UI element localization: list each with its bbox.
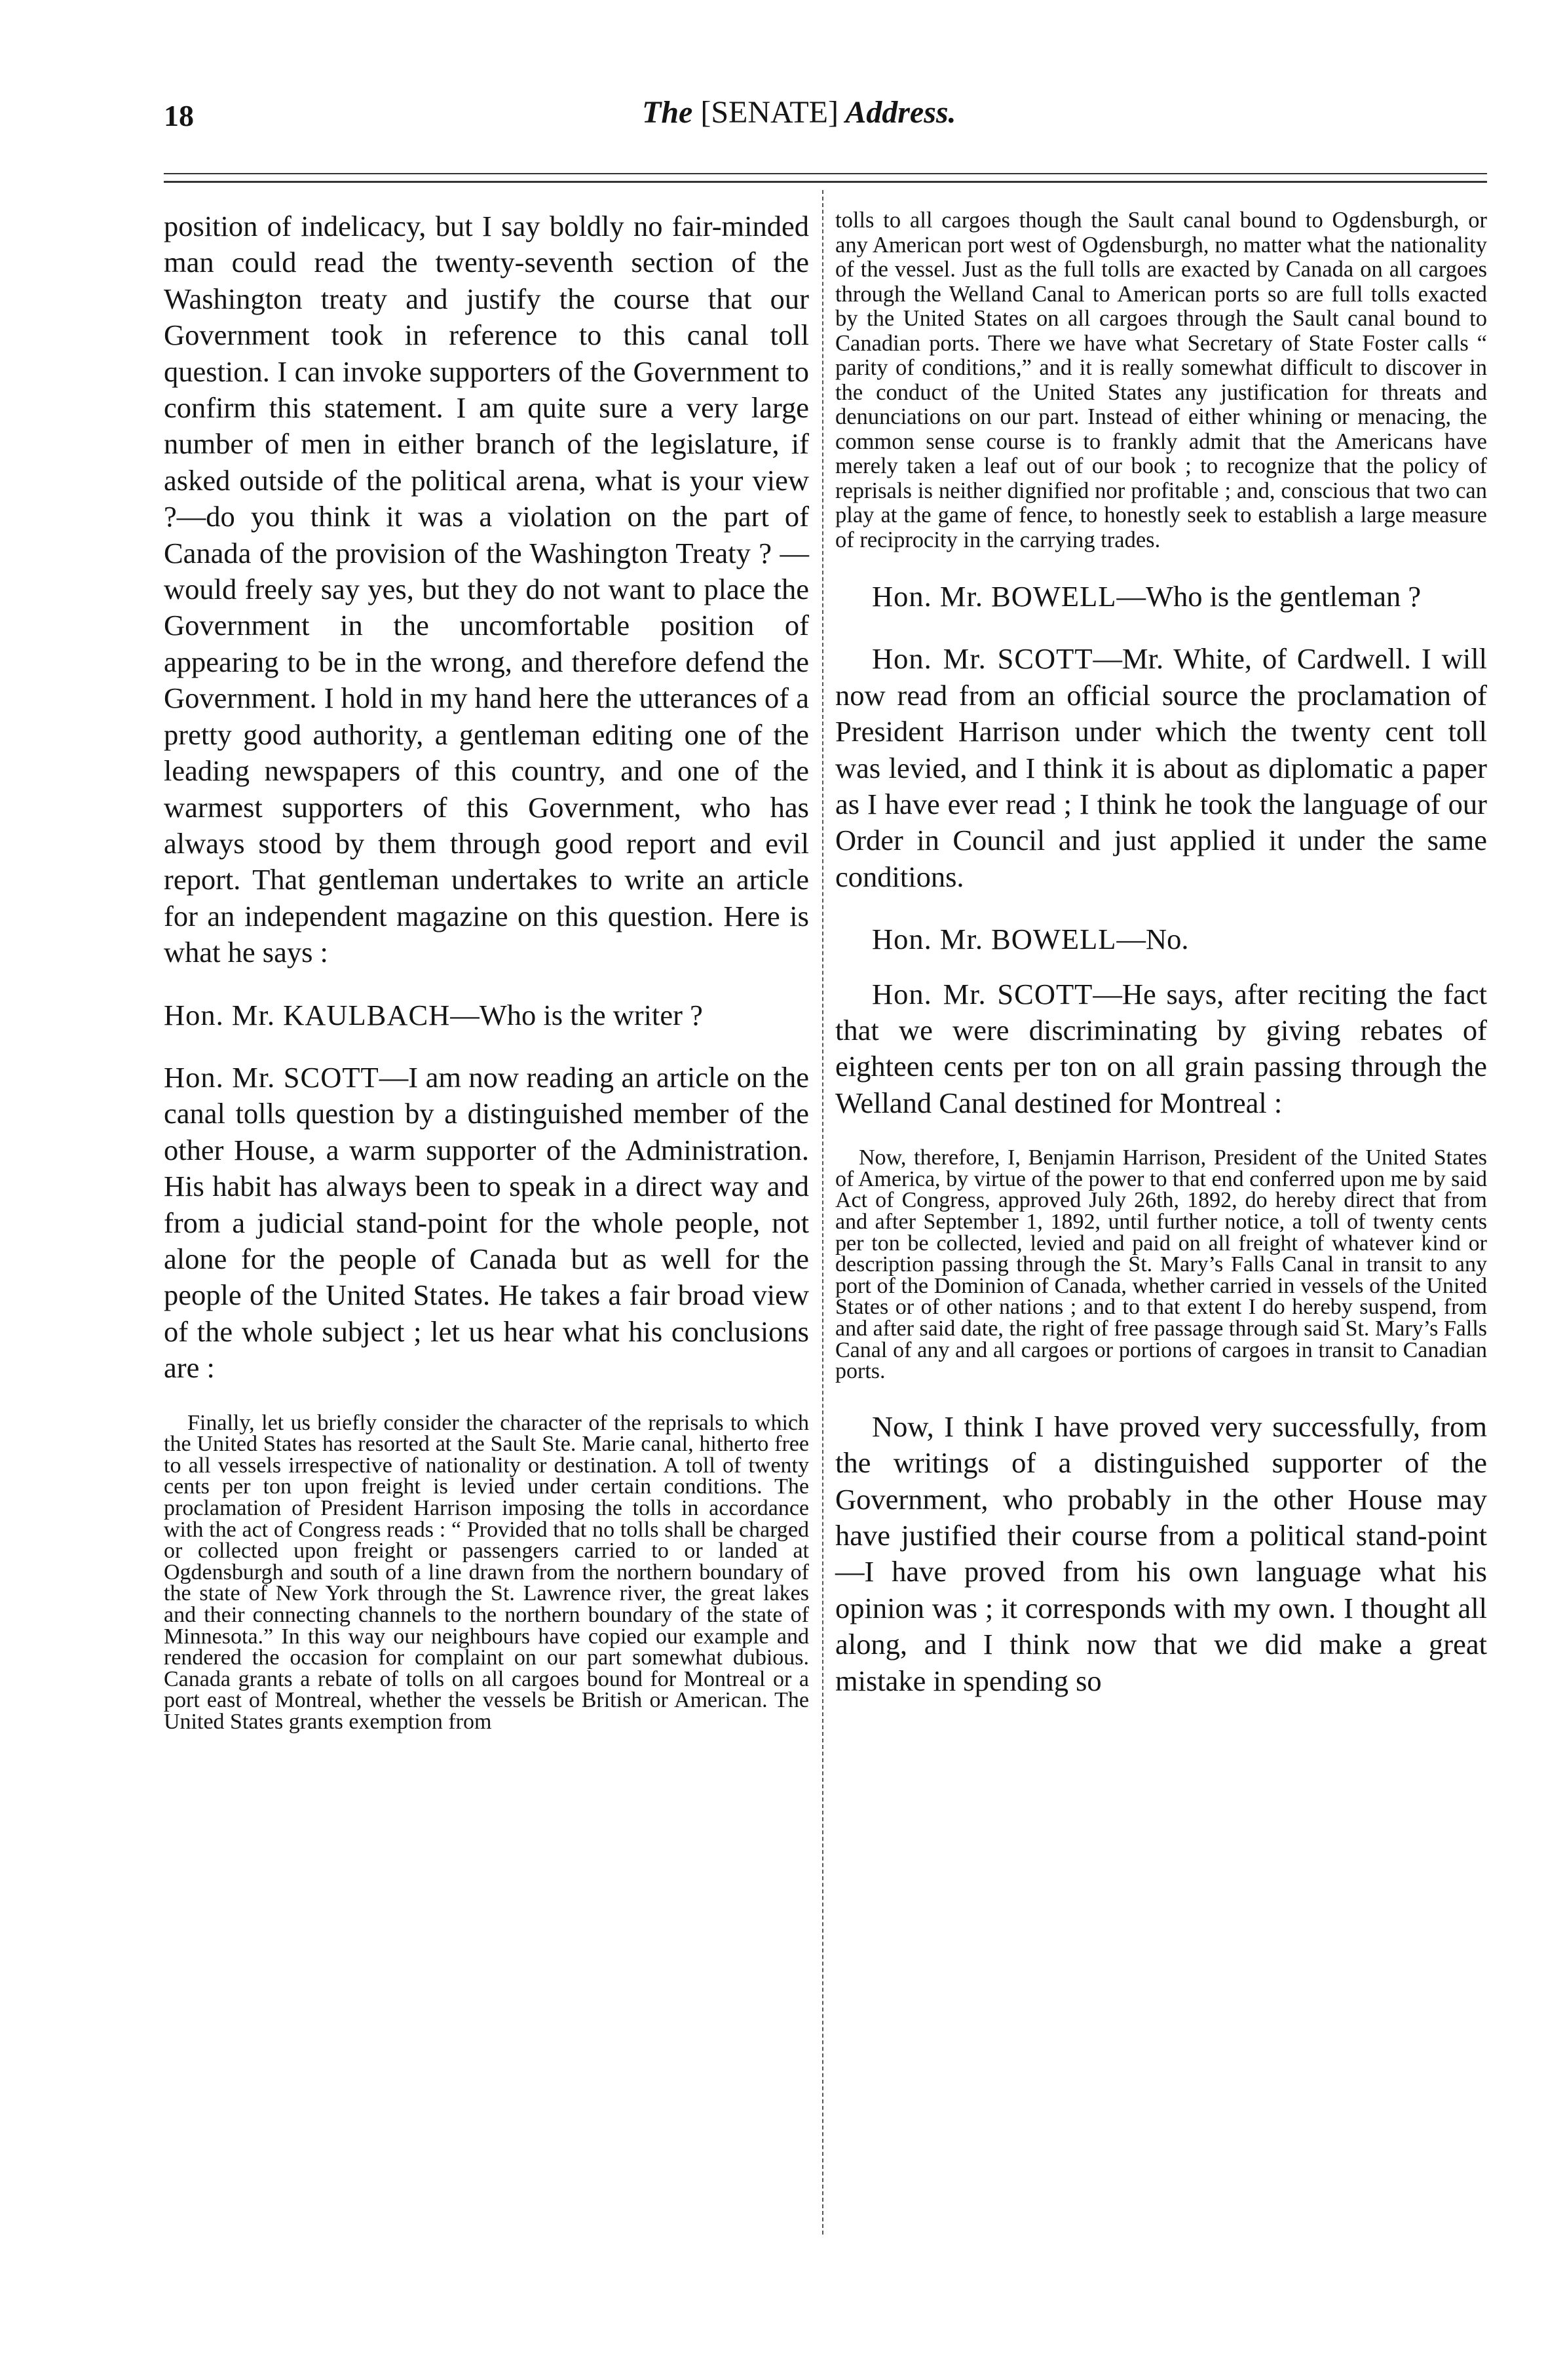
scott-speech-2 (835, 641, 1487, 895)
column-divider (822, 190, 823, 2235)
bowell-text-1: —Who is the gentleman ? (1116, 580, 1422, 613)
running-head-prefix: The (642, 95, 701, 130)
page-number: 18 (164, 99, 194, 132)
speaker-bowell-2: Hon. Mr. BOWELL (872, 923, 1117, 956)
bowell-interjection-1 (835, 579, 1487, 615)
left-paragraph-1: position of indelicacy, but I say boldly no fair-minded man could read the twenty-seventh section of the Washington treaty and justify the course that our Government took in reference to this canal toll question. I can invoke supporters of the Government to confirm this statement. I am quite sure a very large number of men in either branch of the legislature, if asked outside of the political arena, what is your view ?—do you think it was a violation on the part of Canada of the provision of the Washington Treaty ? —would freely say yes, but they do not want to place the Government in the uncomfortable position of appearing to be in the wrong, and therefore defend the Government. I hold in my hand here the utterances of a pretty good authority, a gentleman editing one of the leading newspapers of this country, and one of the warmest supporters of this Government, who has always stood by them through good report and evil report. That gentleman undertakes to write an article for an independent magazine on this question. Here is what he says : (164, 210, 809, 969)
scott-text-2: —Mr. White, of Cardwell. I will now read from an official source the proclamation of President Harrison under which the twenty cent toll was levied, and I think it is about as diplomatic a paper as I have ever read ; I think he took the language of our Order in Council and just applied it under the same conditions. (835, 642, 1487, 893)
scott-text-3: —He says, after reciting the fact that we were discriminating by giving rebates of eighteen cents per ton on all grain passing through the Welland Canal destined for Montreal : (835, 977, 1487, 1119)
bowell-interjection-2 (835, 921, 1487, 957)
left-column (164, 208, 809, 1733)
header-rule-bottom (164, 181, 1487, 183)
running-head (642, 94, 956, 130)
harrison-proclamation: Now, therefore, I, Benjamin Harrison, President of the United States of America, by virtue of the power to that end conferred upon me by said Act of Congress, approved July 26th, 1892, do hereby direct that from and after September 1, 1892, until further notice, a toll of twenty cents per ton be collected, levied and paid on all freight of whatever kind or description passing through the St. Mary’s Falls Canal in transit to any port of the Dominion of Canada, whether carried in vessels of the United States or of other nations ; and to that extent I do hereby suspend, from and after said date, the right of free passage through said St. Mary’s Falls Canal of any and all cargoes or portions of cargoes in transit to Canadian ports. (835, 1145, 1487, 1384)
quoted-article-continued: tolls to all cargoes though the Sault canal bound to Ogdensburgh, or any American port west of Ogdensburgh, no matter what the nationality of the vessel. Just as the full tolls are exacted by Canada on all cargoes through the Welland Canal to American ports so are full tolls exacted by the United States on all cargoes through the Sault canal bound to Canadian ports. There we have what Secretary of State Foster calls “ parity of conditions,” and it is really somewhat difficult to discover in the conduct of the United States any justification for threats and denunciations on our part. Instead of either whining or menacing, the common sense course is to frankly admit that the Americans have merely taken a leaf out of our book ; to recognize that the policy of reprisals is neither dignified nor profitable ; and, conscious that two can play at the game of fence, to honestly seek to establish a large measure of reciprocity in the carrying trades. (835, 208, 1487, 552)
running-head-suffix: Address. (838, 95, 956, 130)
quoted-article: Finally, let us briefly consider the character of the reprisals to which the United States has resorted at the Sault Ste. Marie canal, hitherto free to all vessels irrespective of nationality or destination. A toll of twenty cents per ton upon freight is levied under certain conditions. The proclamation of President Harrison imposing the tolls in accordance with the act of Congress reads : “ Provided that no tolls shall be charged or collected upon freight or passengers carried to or landed at Ogdensburgh and south of a line drawn from the northern boundary of the state of New York through the St. Lawrence river, the great lakes and their connecting channels to the northern boundary of the state of Minnesota.” In this way our neighbours have copied our example and rendered the occasion for complaint on our part somewhat dubious. Canada grants a rebate of tolls on all cargoes bound for Montreal or a port east of Montreal, whether the vessels be British or American. The United States grants exemption from (164, 1410, 809, 1734)
closing-paragraph: Now, I think I have proved very successfully, from the writings of a distinguished supporter of the Government, who probably in the other House may have justified their course from a political stand-point—I have proved from his own language what his opinion was ; it corresponds with my own. I thought all along, and I think now that we did make a great mistake in spending so (835, 1410, 1487, 1697)
speaker-scott-1: Hon. Mr. SCOTT (164, 1060, 379, 1094)
bowell-text-2: —No. (1116, 923, 1189, 956)
speaker-kaulbach: Hon. Mr. KAULBACH (164, 998, 451, 1031)
kaulbach-text: —Who is the writer ? (450, 998, 703, 1031)
running-head-senate: [SENATE] (700, 95, 839, 130)
speaker-scott-3: Hon. Mr. SCOTT (872, 977, 1093, 1010)
speaker-scott-2: Hon. Mr. SCOTT (872, 642, 1093, 676)
header-rule-top (164, 173, 1487, 174)
kaulbach-interjection (164, 997, 809, 1033)
scott-speech-1 (164, 1060, 809, 1387)
right-column (835, 208, 1487, 1699)
scott-speech-3 (835, 976, 1487, 1122)
scott-text-1: —I am now reading an article on the canal tolls question by a distinguished member of the other House, a warm supporter of the Administration. His habit has always been to speak in a direct way and from a judicial stand-point for the whole people, not alone for the people of Canada but as well for the people of the United States. He takes a fair broad view of the whole subject ; let us hear what his conclusions are : (164, 1060, 809, 1385)
speaker-bowell-1: Hon. Mr. BOWELL (872, 580, 1117, 613)
